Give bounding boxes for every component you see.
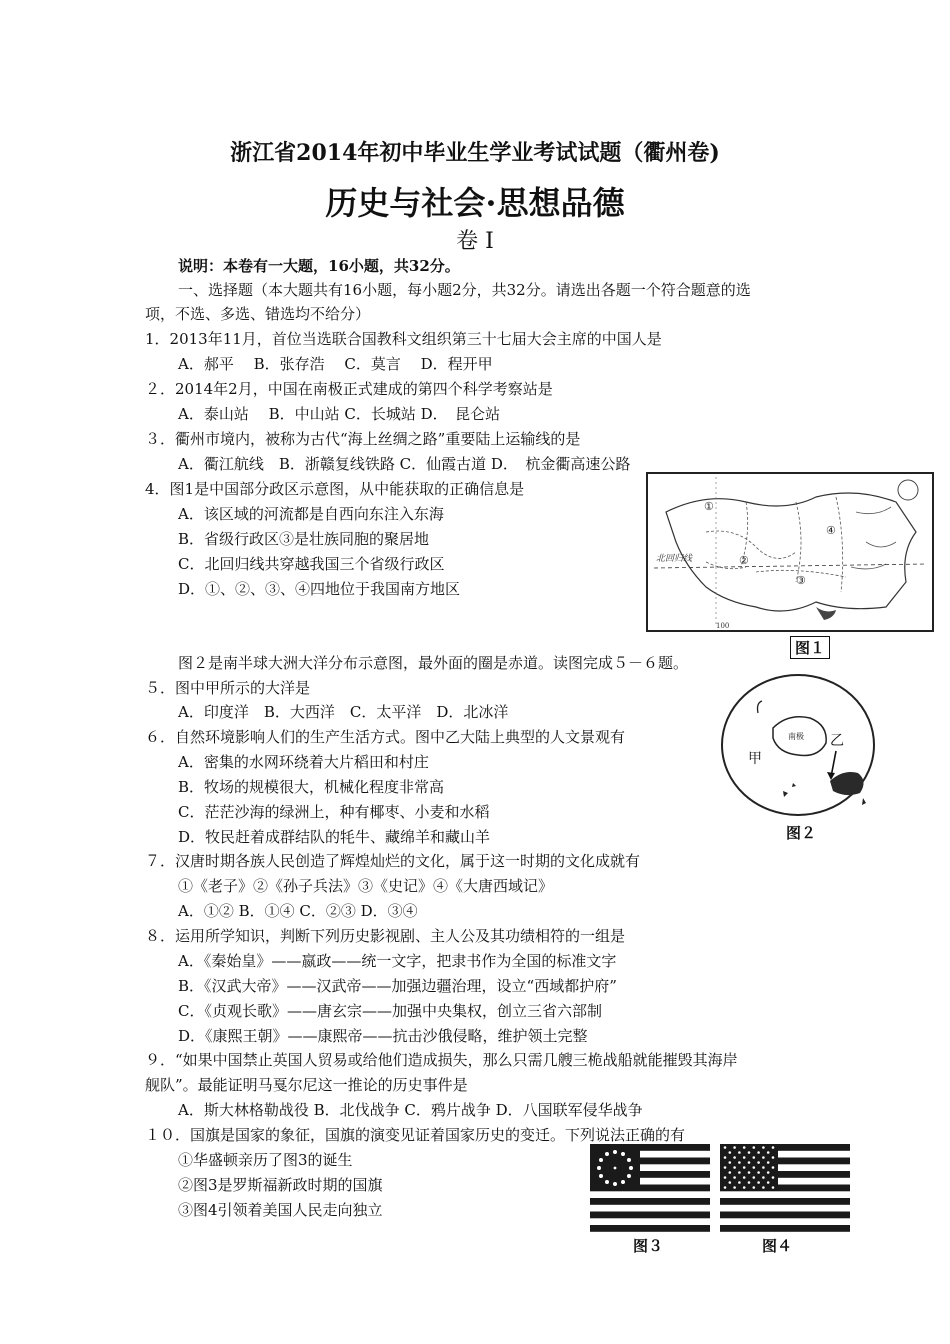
fig1-label-1: ① — [704, 500, 714, 513]
flag-star-icon — [733, 1186, 736, 1189]
figure4-flag — [720, 1144, 850, 1232]
flag-star-icon — [724, 1176, 727, 1179]
flag-star-icon — [748, 1171, 751, 1174]
flag-star-icon — [753, 1186, 756, 1189]
q8-option-d: D．《康熙王朝》——康熙帝——抗击沙俄侵略，维护领土完整 — [178, 1027, 588, 1045]
flag-star-icon — [767, 1181, 770, 1184]
flag-star-icon — [772, 1186, 775, 1189]
flag-star-icon — [733, 1156, 736, 1159]
flag-star-icon — [724, 1166, 727, 1169]
section-instruction-line1: 一、选择题（本大题共有16小题，每小题2分，共32分。请选出各题一个符合题意的选 — [178, 281, 751, 299]
q8-stem: ８．运用所学知识，判断下列历史影视剧、主人公及其功绩相符的一组是 — [145, 927, 626, 945]
flag-star-icon — [772, 1176, 775, 1179]
q4-option-b: B．省级行政区③是壮族同胞的聚居地 — [178, 530, 430, 548]
flag-star-icon — [738, 1151, 741, 1154]
q6-option-c: C．茫茫沙海的绿洲上，种有椰枣、小麦和水稻 — [178, 803, 490, 821]
flag-star-icon — [738, 1171, 741, 1174]
flag-star-icon — [743, 1146, 746, 1149]
q4-option-d: D．①、②、③、④四地位于我国南方地区 — [178, 580, 461, 598]
flag-star-icon — [767, 1161, 770, 1164]
fig1-tropic-label: 北回归线 — [656, 554, 693, 564]
flag-star-icon — [757, 1181, 760, 1184]
q5-options: A．印度洋 B．大西洋 C．太平洋 D．北冰洋 — [178, 703, 509, 721]
q8-option-c: C．《贞观长歌》——唐玄宗——加强中央集权，创立三省六部制 — [178, 1002, 602, 1020]
flag-star-icon — [729, 1151, 732, 1154]
flag-star-icon — [757, 1151, 760, 1154]
flag-star-icon — [724, 1186, 727, 1189]
fig1-longitude-label: 100 — [716, 622, 730, 630]
fig2-jia-label: 甲 — [748, 751, 762, 767]
flag-star-icon — [762, 1156, 765, 1159]
fig2-intro: 图２是南半球大洲大洋分布示意图，最外面的圈是赤道。读图完成５－６题。 — [178, 654, 689, 672]
q8-option-b: B．《汉武大帝》——汉武帝——加强边疆治理，设立“西域都护府” — [178, 977, 617, 995]
flag-star-icon — [753, 1156, 756, 1159]
flag-star-icon — [738, 1181, 741, 1184]
flag-star-icon — [733, 1176, 736, 1179]
q3-options: A．衢江航线 B．浙赣复线铁路 C．仙霞古道 D． 杭金衢高速公路 — [178, 455, 631, 473]
q6-stem: ６．自然环境影响人们的生产生活方式。图中乙大陆上典型的人文景观有 — [145, 728, 626, 746]
flag-star-icon — [767, 1151, 770, 1154]
volume-title: 卷 Ⅰ — [456, 229, 494, 254]
q9-stem-line2: 舰队”。最能证明马戛尔尼这一推论的历史事件是 — [145, 1076, 468, 1094]
fig2-yi-label: 乙 — [830, 733, 844, 749]
q10-item-3: ③图4引领着美国人民走向独立 — [178, 1201, 383, 1219]
q4-option-a: A．该区域的河流都是自西向东注入东海 — [178, 505, 444, 523]
q3-stem: ３．衢州市境内，被称为古代“海上丝绸之路”重要陆上运输线的是 — [145, 430, 581, 448]
flag-star-icon — [729, 1181, 732, 1184]
flag-star-icon — [757, 1161, 760, 1164]
q7-items: ①《老子》②《孙子兵法》③《史记》④《大唐西域记》 — [178, 877, 554, 895]
flag-star-icon — [753, 1146, 756, 1149]
flag-star-icon — [753, 1166, 756, 1169]
q9-options: A．斯大林格勒战役 B．北伐战争 C．鸦片战争 D．八国联军侵华战争 — [178, 1101, 643, 1119]
flag-star-icon — [743, 1166, 746, 1169]
q10-item-2: ②图3是罗斯福新政时期的国旗 — [178, 1176, 383, 1194]
q6-option-a: A．密集的水网环绕着大片稻田和村庄 — [178, 753, 429, 771]
q10-item-1: ①华盛顿亲历了图3的诞生 — [178, 1151, 353, 1169]
q1-stem: 1．2013年11月，首位当选联合国教科文组织第三十七届大会主席的中国人是 — [145, 330, 662, 348]
q4-option-c: C．北回归线共穿越我国三个省级行政区 — [178, 555, 445, 573]
figure3-label: 图３ — [633, 1237, 664, 1255]
subject-title: 历史与社会·思想品德 — [325, 184, 625, 222]
flag-star-icon — [762, 1186, 765, 1189]
flag-star-icon — [729, 1161, 732, 1164]
flag-star-icon — [757, 1171, 760, 1174]
flag-star-icon — [772, 1166, 775, 1169]
q7-options: A．①② B．①④ C．②③ D．③④ — [178, 902, 418, 920]
flag-star-icon — [743, 1186, 746, 1189]
figure3-flag — [590, 1144, 710, 1232]
q6-option-d: D．牧民赶着成群结队的牦牛、藏绵羊和藏山羊 — [178, 828, 491, 846]
q2-options: A．泰山站 B．中山站 C．长城站 D． 昆仑站 — [178, 405, 501, 423]
flag-star-icon — [772, 1156, 775, 1159]
flag-star-icon — [733, 1166, 736, 1169]
flag-star-icon — [748, 1151, 751, 1154]
figure1-map — [646, 472, 934, 632]
flag-star-icon — [762, 1166, 765, 1169]
flag-star-icon — [729, 1171, 732, 1174]
flag-star-icon — [724, 1156, 727, 1159]
figure4-label: 图４ — [762, 1237, 793, 1255]
fig1-label-2: ② — [739, 554, 749, 567]
fig1-label-3: ③ — [796, 574, 806, 587]
figure2-map — [718, 673, 878, 818]
flag-star-icon — [743, 1176, 746, 1179]
q5-stem: ５．图中甲所示的大洋是 — [145, 679, 311, 697]
flag-star-icon — [748, 1161, 751, 1164]
q7-stem: ７．汉唐时期各族人民创造了辉煌灿烂的文化，属于这一时期的文化成就有 — [145, 852, 641, 870]
flag-star-icon — [748, 1181, 751, 1184]
fig2-antarctica-label: 南极 — [788, 732, 804, 741]
flag-star-icon — [743, 1156, 746, 1159]
q4-stem: 4．图1是中国部分政区示意图，从中能获取的正确信息是 — [145, 480, 525, 498]
q10-stem: １０．国旗是国家的象征，国旗的演变见证着国家历史的变迁。下列说法正确的有 — [145, 1126, 686, 1144]
exam-title: 浙江省2014年初中毕业生学业考试试题（衢州卷) — [230, 140, 720, 166]
figure1-label: 图１ — [790, 636, 830, 659]
flag-star-icon — [733, 1146, 736, 1149]
q8-option-a: A．《秦始皇》——嬴政——统一文字，把隶书作为全国的标准文字 — [178, 952, 617, 970]
flag-star-icon — [738, 1161, 741, 1164]
flag-star-icon — [772, 1146, 775, 1149]
q9-stem-line1: ９．“如果中国禁止英国人贸易或给他们造成损失，那么只需几艘三桅战船就能摧毁其海岸 — [145, 1051, 738, 1069]
fig1-label-4: ④ — [826, 524, 836, 537]
figure2-label: 图２ — [786, 824, 817, 842]
flag-star-icon — [762, 1146, 765, 1149]
volume-note: 说明：本卷有一大题，16小题，共32分。 — [178, 257, 460, 275]
q6-option-b: B．牧场的规模很大，机械化程度非常高 — [178, 778, 445, 796]
flag-star-icon — [753, 1176, 756, 1179]
flag-star-icon — [767, 1171, 770, 1174]
q2-stem: ２．2014年2月，中国在南极正式建成的第四个科学考察站是 — [145, 380, 553, 398]
q1-options: A．郝平 B．张存浩 C．莫言 D．程开甲 — [178, 355, 493, 373]
section-instruction-line2: 项，不选、多选、错选均不给分） — [145, 305, 371, 323]
flag-star-icon — [724, 1146, 727, 1149]
flag-star-icon — [762, 1176, 765, 1179]
